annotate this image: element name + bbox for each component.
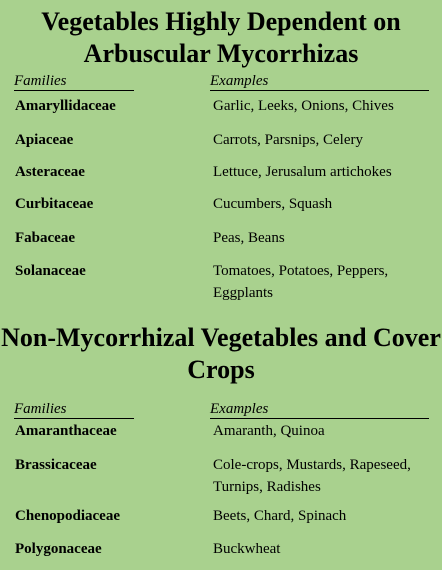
- family-name: Polygonaceae: [15, 541, 102, 557]
- family-examples: Garlic, Leeks, Onions, Chives: [213, 98, 394, 114]
- family-examples: Tomatoes, Potatoes, Peppers, Eggplants: [213, 263, 389, 301]
- families-header: Families: [14, 400, 134, 419]
- section-2-title: Non-Mycorrhizal Vegetables and Cover Crops: [1, 323, 441, 384]
- family-name: Fabaceae: [15, 230, 75, 246]
- family-examples: Amaranth, Quinoa: [213, 423, 325, 439]
- examples-header: Examples: [210, 400, 429, 419]
- family-name: Curbitaceae: [15, 196, 94, 212]
- family-examples: Beets, Chard, Spinach: [213, 508, 347, 524]
- family-name: Apiaceae: [15, 132, 74, 148]
- examples-header: Examples: [210, 72, 429, 91]
- section-1-title: Vegetables Highly Dependent on Arbuscular Mycorrhizas: [41, 7, 401, 68]
- family-examples: Cole-crops, Mustards, Rapeseed, Turnips, Radishes: [213, 457, 411, 495]
- family-name: Solanaceae: [15, 263, 86, 279]
- family-name: Brassicaceae: [15, 457, 97, 473]
- family-examples: Cucumbers, Squash: [213, 196, 333, 212]
- family-examples: Carrots, Parsnips, Celery: [213, 132, 363, 148]
- family-examples: Buckwheat: [213, 541, 281, 557]
- family-examples: Peas, Beans: [213, 230, 285, 246]
- family-examples: Lettuce, Jerusalum artichokes: [213, 164, 392, 180]
- family-name: Chenopodiaceae: [15, 508, 120, 524]
- families-header: Families: [14, 72, 134, 91]
- family-name: Amaryllidaceae: [15, 98, 116, 114]
- family-name: Amaranthaceae: [15, 423, 117, 439]
- family-name: Asteraceae: [15, 164, 85, 180]
